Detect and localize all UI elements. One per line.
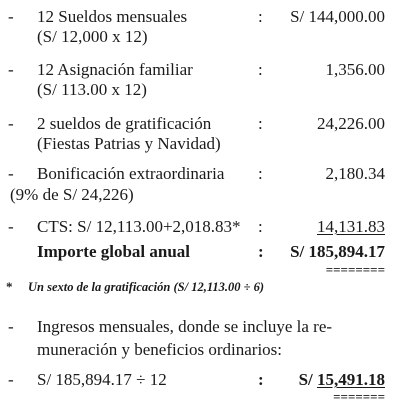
item-colon: : bbox=[258, 164, 263, 183]
total-colon: : bbox=[258, 242, 264, 261]
item-colon: : bbox=[258, 114, 263, 133]
total-double-rule: ======== bbox=[325, 262, 385, 277]
item-label: CTS: S/ 12,113.00+2,018.83* bbox=[37, 217, 241, 236]
result-formula: S/ 185,894.17 ÷ 12 bbox=[37, 370, 167, 389]
total-label: Importe global anual bbox=[37, 242, 191, 261]
item-detail: (9% de S/ 24,226) bbox=[10, 185, 134, 204]
item-dash: - bbox=[8, 217, 14, 236]
item-dash: - bbox=[8, 164, 14, 183]
item-detail: (Fiestas Patrias y Navidad) bbox=[37, 134, 221, 153]
monthly-line-2: muneración y beneficios ordinarios: bbox=[37, 340, 283, 359]
result-double-rule: ======= bbox=[333, 389, 385, 404]
monthly-dash: - bbox=[8, 317, 14, 336]
item-value: 1,356.00 bbox=[325, 60, 385, 79]
monthly-line-1: Ingresos mensuales, donde se incluye la re- bbox=[37, 317, 333, 336]
item-dash: - bbox=[8, 60, 14, 79]
result-amount bbox=[299, 370, 385, 390]
item-value: 14,131.83 bbox=[317, 217, 385, 236]
item-label: 12 Sueldos mensuales bbox=[37, 7, 188, 26]
item-label: Bonificación extraordinaria bbox=[37, 164, 225, 183]
item-value: 2,180.34 bbox=[325, 164, 385, 183]
item-label: 2 sueldos de gratificación bbox=[37, 114, 212, 133]
footnote-marker: * bbox=[6, 279, 13, 294]
result-dash: - bbox=[8, 370, 14, 389]
item-detail: (S/ 12,000 x 12) bbox=[37, 27, 148, 46]
item-colon: : bbox=[258, 217, 263, 236]
total-value: S/ 185,894.17 bbox=[290, 242, 385, 261]
item-value: S/ 144,000.00 bbox=[290, 7, 385, 26]
item-dash: - bbox=[8, 7, 14, 26]
item-colon: : bbox=[258, 7, 263, 26]
item-colon: : bbox=[258, 60, 263, 79]
result-colon: : bbox=[258, 370, 264, 389]
result-currency: S/ bbox=[298, 370, 317, 389]
item-label: 12 Asignación familiar bbox=[37, 60, 193, 79]
footnote-text: Un sexto de la gratificación (S/ 12,113.00 ÷ 6) bbox=[28, 280, 265, 294]
item-detail: (S/ 113.00 x 12) bbox=[37, 80, 147, 99]
result-value: 15,491.18 bbox=[317, 370, 385, 389]
item-value: 24,226.00 bbox=[317, 114, 385, 133]
item-dash: - bbox=[8, 114, 14, 133]
